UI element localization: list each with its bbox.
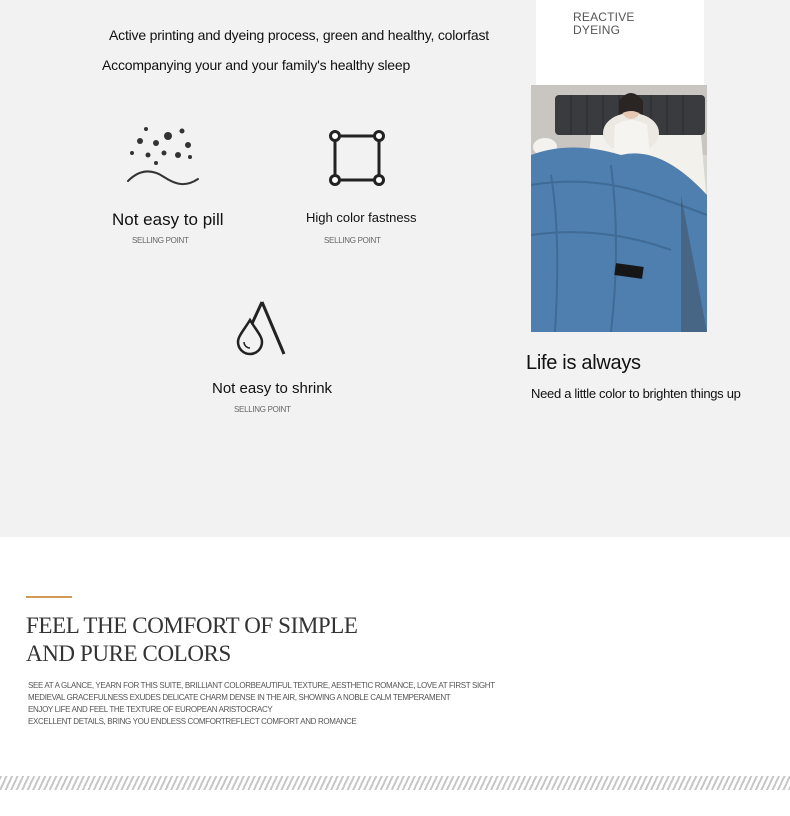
promo-subtitle: Need a little color to brighten things up — [531, 386, 741, 401]
bedding-photo — [531, 85, 707, 332]
comfort-heading-line-1: FEEL THE COMFORT OF SIMPLE — [26, 613, 358, 638]
accent-divider — [26, 596, 72, 598]
feature-sub-fastness: SELLING POINT — [324, 236, 381, 245]
desc-line: ENJOY LIFE AND FEEL THE TEXTURE OF EUROPEAN ARISTOCRACY — [28, 705, 273, 714]
badge-line-1: REACTIVE — [573, 10, 635, 24]
feature-title-fastness: High color fastness — [306, 210, 417, 225]
reactive-dyeing-label — [573, 11, 635, 37]
desc-line: EXCELLENT DETAILS, BRING YOU ENDLESS COMFORTREFLECT COMFORT AND ROMANCE — [28, 717, 357, 726]
water-drop-letter-a-icon — [236, 300, 288, 356]
square-nodes-icon — [329, 130, 385, 186]
comfort-heading-line-2: AND PURE COLORS — [26, 641, 231, 666]
feature-title-pill: Not easy to pill — [112, 210, 224, 229]
promo-title: Life is always — [526, 352, 641, 374]
dots-wave-icon — [126, 125, 200, 189]
comfort-description — [28, 680, 495, 728]
intro-line-2: Accompanying your and your family's healthy sleep — [102, 57, 411, 73]
comfort-heading — [26, 612, 358, 668]
desc-line: SEE AT A GLANCE, YEARN FOR THIS SUITE, BRILLIANT COLORBEAUTIFUL TEXTURE, AESTHETIC ROMANCE, LOVE AT FIRST SIGHT — [28, 681, 495, 690]
feature-sub-shrink: SELLING POINT — [234, 405, 291, 414]
hatched-divider — [0, 776, 790, 790]
badge-line-2: DYEING — [573, 23, 621, 37]
feature-sub-pill: SELLING POINT — [132, 236, 189, 245]
feature-title-shrink: Not easy to shrink — [212, 380, 333, 397]
desc-line: MEDIEVAL GRACEFULNESS EXUDES DELICATE CHARM DENSE IN THE AIR, SHOWING A NOBLE CALM TEMPERAMENT — [28, 693, 451, 702]
intro-line-1: Active printing and dyeing process, green and healthy, colorfast — [109, 27, 489, 43]
